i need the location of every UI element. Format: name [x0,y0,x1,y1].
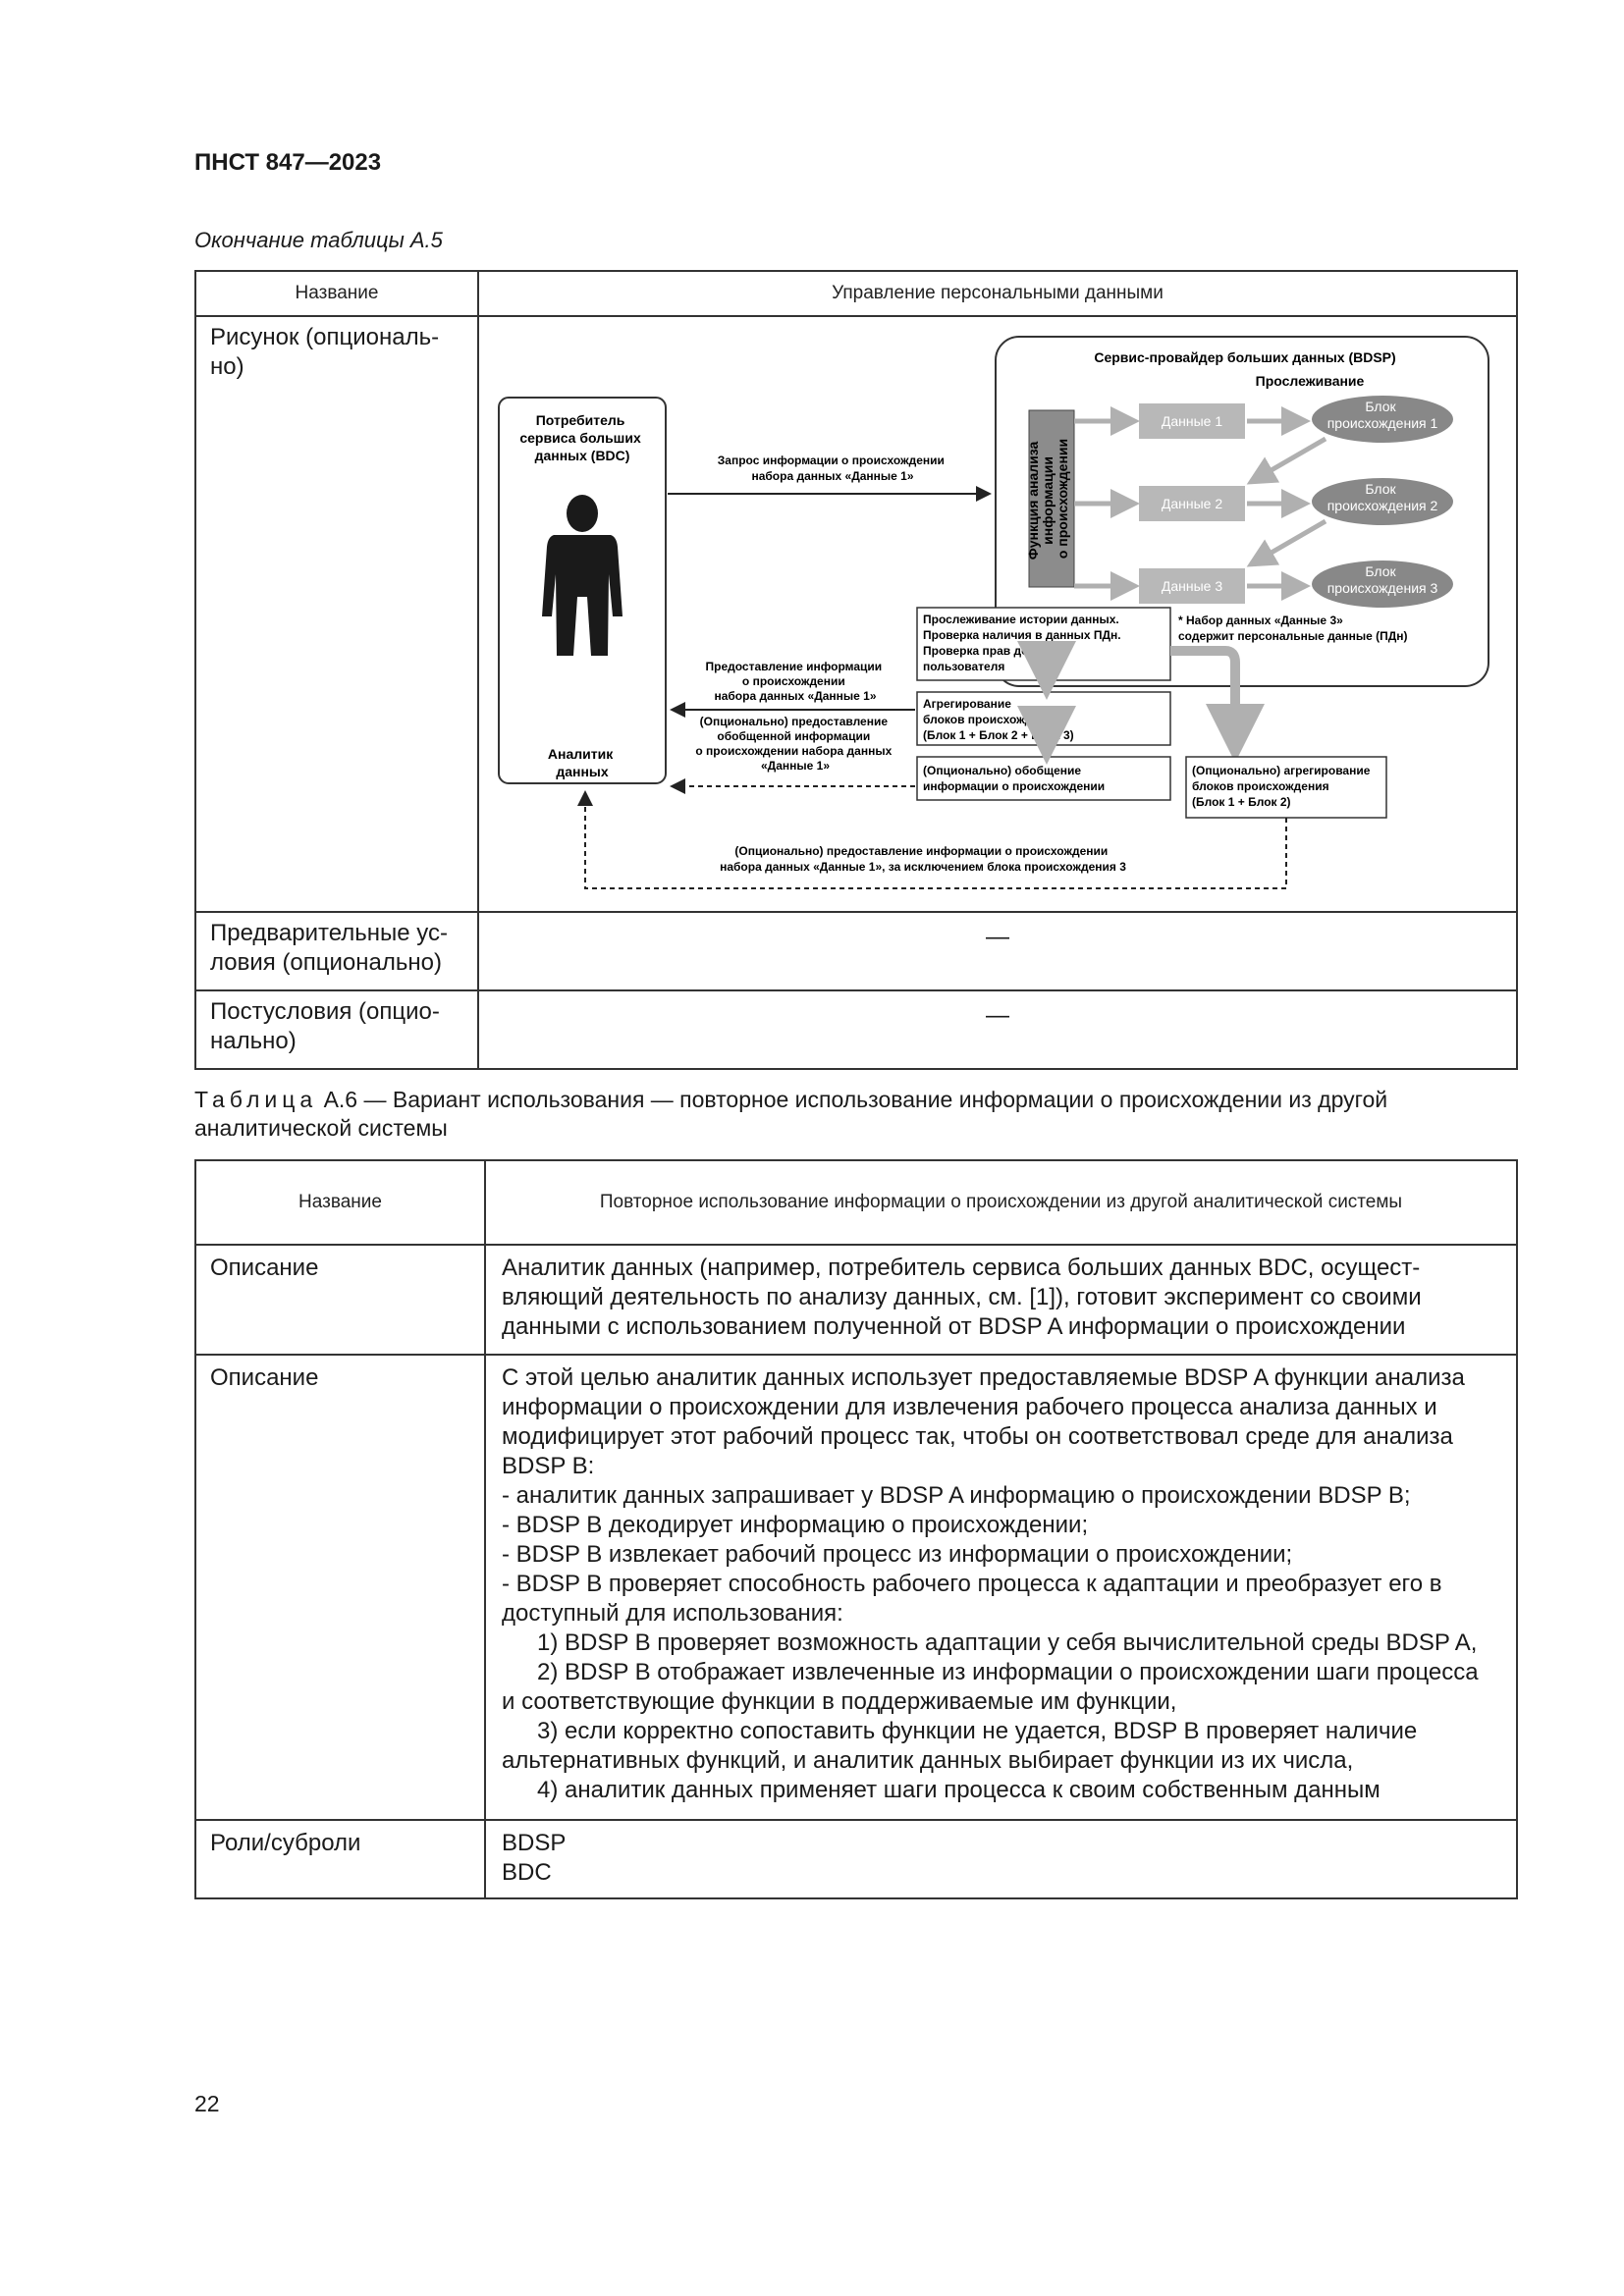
text-line: 1) BDSP B проверяет возможность адаптации у себя вычислительной среды BDSP A, [537,1629,1478,1656]
function-label-line: о происхождении [1055,438,1070,560]
table-row [195,1245,1517,1355]
text-line: С этой целью аналитик данных использует предоставляемые BDSP A функции анализа [502,1364,1465,1391]
data-box-1-label: Данные 1 [1161,413,1223,429]
label-line [210,323,463,352]
table-row [195,990,1517,1069]
function-label-line: Функция анализа [1025,441,1041,561]
table-a6-caption [194,1086,1518,1143]
history-line: Проверка наличия в данных ПДн. [923,628,1121,642]
table-header-row [195,1160,1517,1245]
opt-aggregate-line: (Блок 1 + Блок 2) [1192,795,1291,809]
provide-line: Предоставление информации [705,660,883,673]
text-line: вляющий деятельность по анализу данных, см. [1]), готовит эксперимент со своими [502,1284,1422,1310]
caption-line: аналитической системы [194,1115,448,1141]
consumer-line: данных (BDC) [534,448,630,463]
table-row [195,1355,1517,1820]
text-line: 4) аналитик данных применяет шаги процесса к своим собственным данным [537,1777,1380,1803]
text-line: Аналитик данных (например, потребитель сервиса больших данных BDC, осущест- [502,1255,1421,1281]
table-continuation-caption: Окончание таблицы А.5 [194,228,443,252]
bdsp-title: Сервис-провайдер больших данных (BDSP) [1094,349,1396,365]
document-header: ПНСТ 847—2023 [194,149,382,176]
page-number: 22 [194,2091,220,2116]
block-number: происхождения 1 [1326,415,1438,431]
generalized-line: о происхождении набора данных [695,744,893,758]
history-line: Проверка прав доступа [923,644,1061,658]
text-line: данными с использованием полученной от BDSP A информации о происхождении [502,1313,1406,1340]
col-header-value: Управление персональными данными [478,271,1517,316]
history-line: пользователя [923,660,1005,673]
request-label [718,454,947,483]
block-number: происхождения 3 [1326,580,1438,596]
caption-rest: А.6 — Вариант использования — повторное использование информации о происхождении из другой [317,1087,1388,1112]
figure-cell [478,316,1517,912]
table-row [195,1820,1517,1898]
opt-aggregate-line: (Опционально) агрегирование [1192,764,1371,777]
opt-aggregate-line: блоков происхождения [1192,779,1329,793]
preconditions-value: — [478,912,1517,990]
tracking-label: Прослеживание [1255,373,1365,389]
analyst-line: Аналитик [547,746,614,762]
block-word: Блок [1365,399,1396,414]
label-line: Предварительные ус- [210,920,449,946]
row-label-figure [195,316,478,912]
caption-line [194,1086,1518,1114]
consumer-line: сервиса больших [519,430,641,446]
provenance-diagram [479,317,1516,911]
bottom-line: набора данных «Данные 1», за исключением блока происхождения 3 [720,860,1126,874]
table-a6 [194,1159,1518,1899]
text-line: - BDSP B декодирует информацию о происхождении; [502,1512,1089,1538]
row-label-preconditions [195,912,478,990]
text-line: 2) BDSP B отображает извлеченные из информации о происхождении шаги процесса [537,1659,1479,1685]
function-label-line: информации [1040,456,1056,545]
label-line: но) [210,353,244,380]
table-row [195,912,1517,990]
provide-line: о происхождении [741,674,845,688]
roles-value [485,1820,1517,1898]
bottom-optional-label [720,844,1126,874]
analyst-line: данных [556,764,609,779]
data-box-2-label: Данные 2 [1161,496,1223,511]
aggregate-line: (Блок 1 + Блок 2 + Блок 3) [923,728,1074,742]
block-number: происхождения 2 [1326,498,1438,513]
role-line: BDSP [502,1830,567,1856]
generalized-line: (Опционально) предоставление [699,715,889,728]
consumer-line: Потребитель [535,412,625,428]
text-line: и соответствующие функции в поддерживаемые им функции, [502,1688,1177,1715]
row-label-description: Описание [195,1245,485,1355]
text-line: BDSP B: [502,1453,595,1479]
aggregate-line: блоков происхождения [923,713,1060,726]
text-line: информации о происхождении для извлечения рабочего процесса анализа данных и [502,1394,1437,1420]
postconditions-value: — [478,990,1517,1069]
row-label-postconditions [195,990,478,1069]
text-line: доступный для использования: [502,1600,843,1627]
col-header-value: Повторное использование информации о происхождении из другой аналитической системы [485,1160,1517,1245]
label-line: нально) [210,1028,297,1054]
note-line: содержит персональные данные (ПДн) [1178,629,1408,643]
caption-word: Таблица [194,1087,318,1112]
description-steps [485,1355,1517,1820]
table-header-row [195,271,1517,316]
row-label-description: Описание [195,1355,485,1820]
block-word: Блок [1365,481,1396,497]
generalize-line: (Опционально) обобщение [923,764,1082,777]
col-header-name: Название [195,1160,485,1245]
bottom-line: (Опционально) предоставление информации о происхождении [734,844,1109,858]
function-label [1025,438,1070,560]
label-line: Постусловия (опцио- [210,998,440,1025]
request-line: Запрос информации о происхождении [717,454,945,467]
request-line: набора данных «Данные 1» [751,469,914,483]
label-word: Рисунок (опциональ- [210,324,440,350]
data-box-3-label: Данные 3 [1161,578,1223,594]
generalized-line: «Данные 1» [761,759,830,773]
text-line: - BDSP B извлекает рабочий процесс из информации о происхождении; [502,1541,1293,1568]
generalized-line: обобщенной информации [717,729,871,743]
col-header-name: Название [195,271,478,316]
text-line: - аналитик данных запрашивает у BDSP A информацию о происхождении BDSP B; [502,1482,1411,1509]
consumer-label [519,412,644,463]
role-line: BDC [502,1859,552,1886]
table-a5-end [194,270,1518,1070]
description-text [485,1245,1517,1355]
text-line: модифицирует этот рабочий процесс так, чтобы он соответствовал среде для анализа [502,1423,1453,1450]
generalized-provide-label [695,715,894,773]
note-line: * Набор данных «Данные 3» [1178,614,1343,627]
table-row [195,316,1517,912]
row-label-roles: Роли/суброли [195,1820,485,1898]
text-line: альтернативных функций, и аналитик данных выбирает функции из их числа, [502,1747,1354,1774]
history-line: Прослеживание истории данных. [923,613,1119,626]
text-line: - BDSP B проверяет способность рабочего процесса к адаптации и преобразует его в [502,1571,1442,1597]
generalize-line: информации о происхождении [923,779,1106,793]
provide-line: набора данных «Данные 1» [714,689,877,703]
label-line: ловия (опционально) [210,949,442,976]
provide-label [706,660,886,703]
aggregate-line: Агрегирование [923,697,1011,711]
text-line: 3) если корректно сопоставить функции не удается, BDSP B проверяет наличие [537,1718,1418,1744]
block-word: Блок [1365,563,1396,579]
bottom-optional-arrow [585,792,1286,888]
